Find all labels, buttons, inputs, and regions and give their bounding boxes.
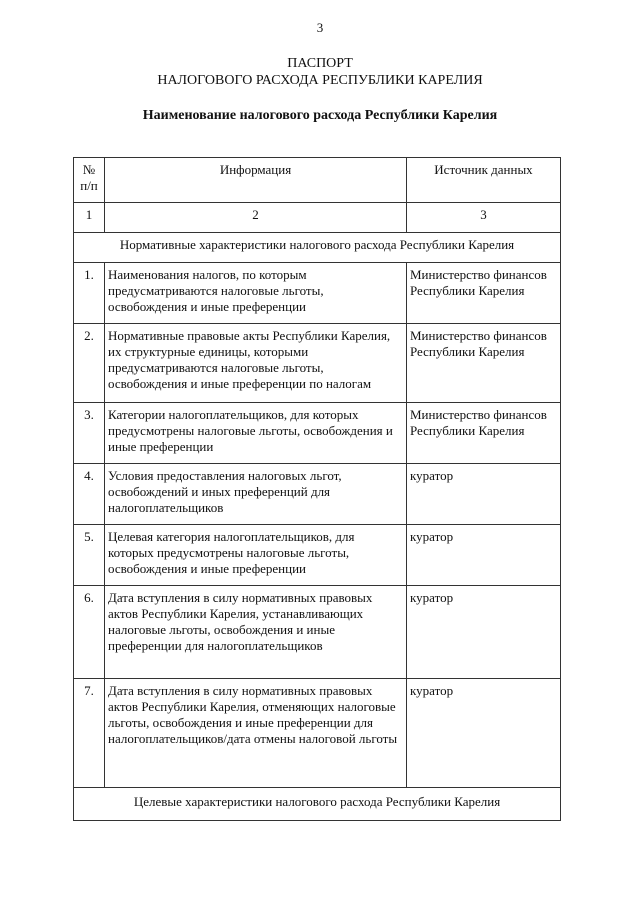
- table-row: [74, 403, 561, 464]
- section-row-normative: [74, 233, 561, 263]
- table-row: [74, 679, 561, 788]
- row-number: 5.: [74, 525, 105, 586]
- row-info: Дата вступления в силу нормативных правовых актов Республики Карелия, устанавливающих налоговые льготы, освобождения и иные преференции для налогоплательщиков: [105, 586, 407, 679]
- row-info: Целевая категория налогоплательщиков, для которых предусмотрены налоговые льготы, освобождения и иные преференции: [105, 525, 407, 586]
- document-title: [0, 55, 640, 89]
- row-source: Министерство финансов Республики Карелия: [407, 263, 561, 324]
- passport-table: [73, 157, 561, 821]
- row-source: куратор: [407, 679, 561, 788]
- table-row: [74, 324, 561, 403]
- column-index-3: 3: [407, 203, 561, 233]
- header-info: Информация: [105, 158, 407, 203]
- row-number: 4.: [74, 464, 105, 525]
- table-row: [74, 464, 561, 525]
- row-number: 2.: [74, 324, 105, 403]
- section-title-normative: Нормативные характеристики налогового расхода Республики Карелия: [74, 233, 561, 263]
- column-index-1: 1: [74, 203, 105, 233]
- row-info: Категории налогоплательщиков, для которых предусмотрены налоговые льготы, освобождения и иные преференции: [105, 403, 407, 464]
- row-source: куратор: [407, 525, 561, 586]
- row-number: 6.: [74, 586, 105, 679]
- table-header-row: [74, 158, 561, 203]
- row-info: Нормативные правовые акты Республики Карелия, их структурные единицы, которыми предусматриваются налоговые льготы, освобождения и иные преференции по налогам: [105, 324, 407, 403]
- table-row: [74, 525, 561, 586]
- row-number: 7.: [74, 679, 105, 788]
- title-line-2: НАЛОГОВОГО РАСХОДА РЕСПУБЛИКИ КАРЕЛИЯ: [157, 73, 483, 88]
- row-number: 1.: [74, 263, 105, 324]
- row-info: Условия предоставления налоговых льгот, освобождений и иных преференций для налогоплательщиков: [105, 464, 407, 525]
- header-num: № п/п: [74, 158, 105, 203]
- document-subtitle: Наименование налогового расхода Республики Карелия: [142, 108, 498, 123]
- section-row-target: [74, 788, 561, 821]
- row-number: 3.: [74, 403, 105, 464]
- row-source: Министерство финансов Республики Карелия: [407, 403, 561, 464]
- row-info: Дата вступления в силу нормативных правовых актов Республики Карелия, отменяющих налоговые льготы, освобождения и иные преференции для налогоплательщиков/дата отмены налоговой льготы: [105, 679, 407, 788]
- section-title-target: Целевые характеристики налогового расхода Республики Карелия: [74, 788, 561, 821]
- header-source: Источник данных: [407, 158, 561, 203]
- row-info: Наименования налогов, по которым предусматриваются налоговые льготы, освобождения и иные преференции: [105, 263, 407, 324]
- page-number: 3: [316, 20, 324, 35]
- column-index-2: 2: [105, 203, 407, 233]
- column-index-row: [74, 203, 561, 233]
- table-row: [74, 586, 561, 679]
- table-row: [74, 263, 561, 324]
- row-source: куратор: [407, 586, 561, 679]
- row-source: Министерство финансов Республики Карелия: [407, 324, 561, 403]
- title-line-1: ПАСПОРТ: [287, 56, 353, 71]
- row-source: куратор: [407, 464, 561, 525]
